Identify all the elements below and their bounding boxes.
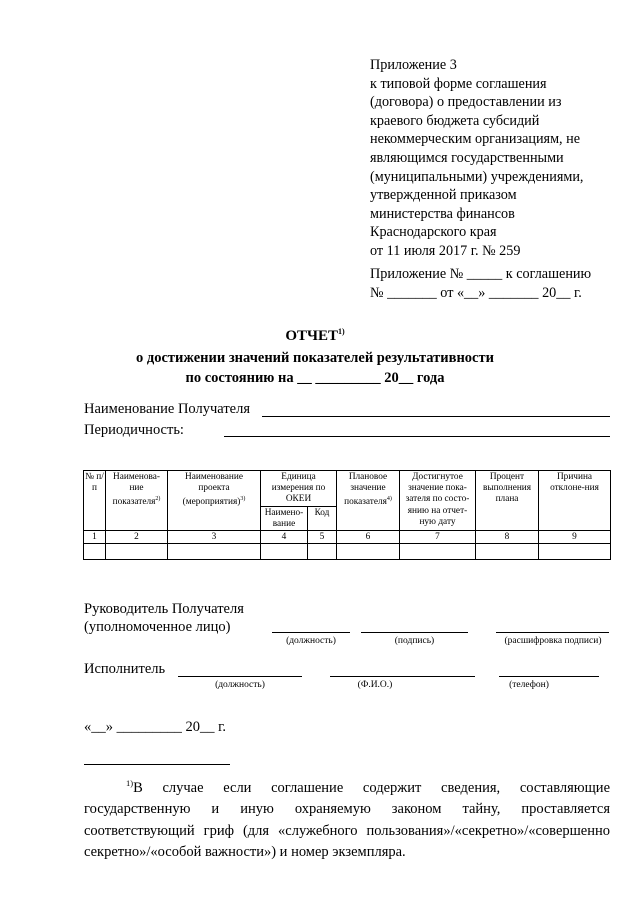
executor-position-line[interactable] bbox=[178, 676, 302, 677]
table-cell[interactable] bbox=[308, 544, 337, 560]
appendix-line: являющимся государственными bbox=[370, 149, 564, 166]
appendix-line: Приложение 3 bbox=[370, 57, 457, 73]
head-label-line1: Руководитель Получателя bbox=[84, 601, 244, 617]
caption-position: (должность) bbox=[286, 636, 336, 646]
col-number: 7 bbox=[400, 531, 476, 544]
col-number: 5 bbox=[308, 531, 337, 544]
report-table bbox=[83, 470, 611, 560]
col-number: 9 bbox=[539, 531, 611, 544]
table-cell[interactable] bbox=[337, 544, 400, 560]
title-footnote-marker: 1) bbox=[338, 327, 345, 336]
appendix-line: (договора) о предоставлении из bbox=[370, 94, 562, 111]
col-header-percent: Процент выполнения плана bbox=[476, 471, 539, 531]
caption-executor-fio: (Ф.И.О.) bbox=[357, 680, 393, 690]
table-header-row bbox=[84, 471, 611, 507]
col-header-plan: Плановое значение показателя$^{4)}$ bbox=[337, 471, 400, 531]
table-cell[interactable] bbox=[106, 544, 168, 560]
table-cell[interactable] bbox=[168, 544, 261, 560]
table-cell[interactable] bbox=[476, 544, 539, 560]
col-number: 1 bbox=[84, 531, 106, 544]
caption-executor-position: (должность) bbox=[215, 680, 265, 690]
periodicity-label: Периодичность: bbox=[84, 422, 184, 438]
appendix-line: (муниципальными) учреждениями, bbox=[370, 168, 584, 185]
agreement-reference bbox=[370, 265, 591, 302]
recipient-label: Наименование Получателя bbox=[84, 401, 251, 417]
head-signature-line[interactable] bbox=[361, 632, 468, 633]
table-row[interactable] bbox=[84, 544, 611, 560]
col-header-achieved: Достигнутое значение пока-зателя по состо-янию на отчет-ную дату bbox=[400, 471, 476, 531]
col-number: 4 bbox=[261, 531, 308, 544]
report-title: ОТЧЕТ$^{1)}$ bbox=[285, 327, 345, 344]
appendix-line: Краснодарского края bbox=[370, 224, 497, 241]
appendix-line: краевого бюджета субсидий bbox=[370, 112, 540, 129]
appendix-line: от 11 июля 2017 г. № 259 bbox=[370, 242, 521, 259]
appendix-line: к типовой форме соглашения bbox=[370, 75, 547, 92]
footnote-separator bbox=[84, 764, 230, 765]
recipient-input-line[interactable] bbox=[262, 416, 610, 417]
caption-signature: (подпись) bbox=[394, 636, 435, 646]
appendix-header bbox=[370, 56, 583, 261]
col-number: 2 bbox=[106, 531, 168, 544]
table-cell[interactable] bbox=[539, 544, 611, 560]
table-number-row bbox=[84, 531, 611, 544]
col-header-indicator: Наименова-ние показателя$^{2)}$ bbox=[106, 471, 168, 531]
table-cell[interactable] bbox=[400, 544, 476, 560]
table-cell[interactable] bbox=[84, 544, 106, 560]
col-number: 3 bbox=[168, 531, 261, 544]
col-header-unit-code: Код bbox=[308, 506, 337, 530]
col-number: 6 bbox=[337, 531, 400, 544]
agreement-line-2: № _______ от «__» _______ 20__ г. bbox=[370, 284, 582, 301]
head-decoding-line[interactable] bbox=[496, 632, 609, 633]
caption-decoding: (расшифровка подписи) bbox=[504, 636, 602, 646]
footnote-marker: 1) bbox=[126, 778, 134, 788]
col-header-num: № п/п bbox=[84, 471, 106, 531]
periodicity-input-line[interactable] bbox=[224, 436, 610, 437]
report-subtitle: о достижении значений показателей результативности bbox=[136, 350, 494, 366]
executor-phone-line[interactable] bbox=[499, 676, 599, 677]
table-cell[interactable] bbox=[261, 544, 308, 560]
appendix-line: некоммерческим организациям, не bbox=[370, 131, 581, 148]
appendix-line: утвержденной приказом bbox=[370, 187, 517, 204]
signature-date: «__» _________ 20__ г. bbox=[84, 719, 227, 735]
col-header-unit-group: Единица измерения по ОКЕИ bbox=[261, 471, 337, 507]
col-header-unit-name: Наимено-вание bbox=[261, 506, 308, 530]
col-number: 8 bbox=[476, 531, 539, 544]
footnote bbox=[84, 773, 610, 864]
col-header-reason: Причина отклоне-ния bbox=[539, 471, 611, 531]
report-date-line: по состоянию на __ _________ 20__ года bbox=[185, 370, 445, 386]
head-label-line2: (уполномоченное лицо) bbox=[84, 619, 231, 635]
agreement-line-1: Приложение № _____ к соглашению bbox=[370, 266, 592, 282]
caption-executor-phone: (телефон) bbox=[509, 680, 549, 690]
appendix-line: министерства финансов bbox=[370, 205, 515, 222]
col-header-project: Наименование проекта (мероприятия)$^{3)}$ bbox=[168, 471, 261, 531]
executor-fio-line[interactable] bbox=[330, 676, 475, 677]
footnote-text: В случае если соглашение содержит сведения, составляющие государственную и иную охраняемую законом тайну, проставляется соответствующий гриф (для «служебного пользования»/«секретно»/«совершенно секретно»/«особой важности») и номер экземпляра. bbox=[84, 779, 610, 861]
head-position-line[interactable] bbox=[272, 632, 350, 633]
executor-label: Исполнитель bbox=[84, 661, 166, 677]
